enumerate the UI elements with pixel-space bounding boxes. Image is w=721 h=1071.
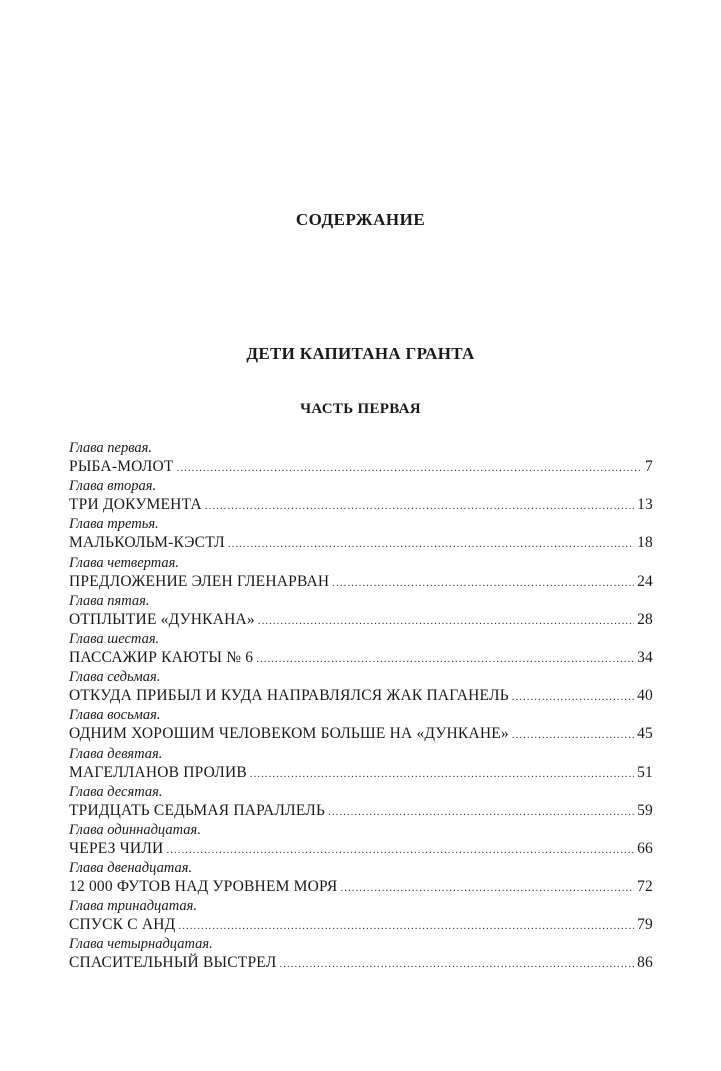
- chapter-label: Глава восьмая.: [69, 707, 161, 724]
- dot-leader: [340, 878, 634, 898]
- dot-leader: [177, 458, 642, 478]
- chapter-label: Глава пятая.: [69, 592, 150, 609]
- page-title: СОДЕРЖАНИЕ: [295, 210, 426, 229]
- chapter-label: Глава четырнадцатая.: [69, 936, 213, 953]
- chapter-label: Глава десятая.: [69, 783, 163, 800]
- chapter-label: Глава двенадцатая.: [69, 860, 193, 877]
- chapter-label: Глава четвертая.: [69, 554, 179, 571]
- dot-leader: [332, 573, 634, 593]
- dot-leader: [512, 687, 634, 707]
- toc-entry[interactable]: [69, 669, 653, 707]
- chapter-label: Глава тринадцатая.: [69, 898, 197, 915]
- page-number: 28: [637, 610, 653, 628]
- chapter-title: РЫБА-МОЛОТ: [69, 458, 174, 475]
- toc-entry[interactable]: [69, 898, 653, 936]
- page-number: 7: [645, 458, 653, 475]
- page-number: 45: [637, 725, 653, 743]
- toc-entry[interactable]: [69, 555, 653, 593]
- page-number: 72: [637, 878, 653, 896]
- dot-leader: [205, 496, 634, 516]
- chapter-label: Глава третья.: [69, 516, 159, 533]
- dot-leader: [250, 764, 634, 784]
- toc-entry[interactable]: [69, 440, 653, 478]
- toc-entry[interactable]: [69, 516, 653, 554]
- chapter-title: ТРИДЦАТЬ СЕДЬМАЯ ПАРАЛЛЕЛЬ: [69, 801, 326, 819]
- chapter-title: ОТПЛЫТИЕ «ДУНКАНА»: [69, 610, 255, 628]
- dot-leader: [178, 916, 634, 936]
- chapter-title: ТРИ ДОКУМЕНТА: [69, 496, 202, 514]
- dot-leader: [279, 954, 634, 974]
- toc-entry[interactable]: [69, 746, 653, 784]
- toc-entry[interactable]: [69, 860, 653, 898]
- chapter-label: Глава седьмая.: [69, 669, 161, 686]
- chapter-title: МАЛЬКОЛЬМ-КЭСТЛ: [69, 534, 225, 552]
- page-number: 66: [637, 839, 653, 857]
- book-title: ДЕТИ КАПИТАНА ГРАНТА: [246, 344, 475, 363]
- toc-entry[interactable]: [69, 822, 653, 860]
- chapter-title: МАГЕЛЛАНОВ ПРОЛИВ: [69, 763, 247, 781]
- dot-leader: [512, 725, 634, 745]
- toc-entry[interactable]: [69, 631, 653, 669]
- dot-leader: [328, 802, 634, 822]
- chapter-title: ЧЕРЕЗ ЧИЛИ: [69, 839, 164, 857]
- dot-leader: [258, 611, 634, 631]
- page-number: 59: [637, 801, 653, 819]
- page-number: 51: [637, 763, 653, 781]
- toc-entry[interactable]: [69, 478, 653, 516]
- dot-leader: [228, 534, 634, 554]
- toc-entry[interactable]: [69, 936, 653, 974]
- chapter-title: ПРЕДЛОЖЕНИЕ ЭЛЕН ГЛЕНАРВАН: [69, 572, 330, 590]
- chapter-label: Глава одиннадцатая.: [69, 821, 201, 838]
- page-number: 18: [637, 534, 653, 552]
- chapter-title: ОДНИМ ХОРОШИМ ЧЕЛОВЕКОМ БОЛЬШЕ НА «ДУНКАНЕ»: [69, 725, 509, 743]
- page-number: 40: [637, 687, 653, 705]
- dot-leader: [256, 649, 634, 669]
- page-number: 13: [637, 496, 653, 514]
- page-number: 79: [637, 916, 653, 934]
- chapter-title: ПАССАЖИР КАЮТЫ № 6: [69, 648, 254, 666]
- page-number: 34: [637, 648, 653, 666]
- toc-entry[interactable]: [69, 707, 653, 745]
- dot-leader: [166, 840, 634, 860]
- table-of-contents: [69, 440, 653, 975]
- chapter-label: Глава шестая.: [69, 630, 160, 647]
- part-title: ЧАСТЬ ПЕРВАЯ: [300, 401, 421, 417]
- chapter-title: 12 000 ФУТОВ НАД УРОВНЕМ МОРЯ: [69, 878, 338, 896]
- chapter-title: СПУСК С АНД: [69, 916, 176, 934]
- page-number: 86: [637, 954, 653, 972]
- toc-entry[interactable]: [69, 784, 653, 822]
- chapter-title: ОТКУДА ПРИБЫЛ И КУДА НАПРАВЛЯЛСЯ ЖАК ПАГАНЕЛЬ: [69, 687, 509, 705]
- chapter-label: Глава девятая.: [69, 745, 163, 762]
- page-number: 24: [637, 572, 653, 590]
- toc-entry[interactable]: [69, 593, 653, 631]
- chapter-label: Глава первая.: [69, 440, 153, 456]
- chapter-title: СПАСИТЕЛЬНЫЙ ВЫСТРЕЛ: [69, 954, 277, 972]
- chapter-label: Глава вторая.: [69, 478, 157, 495]
